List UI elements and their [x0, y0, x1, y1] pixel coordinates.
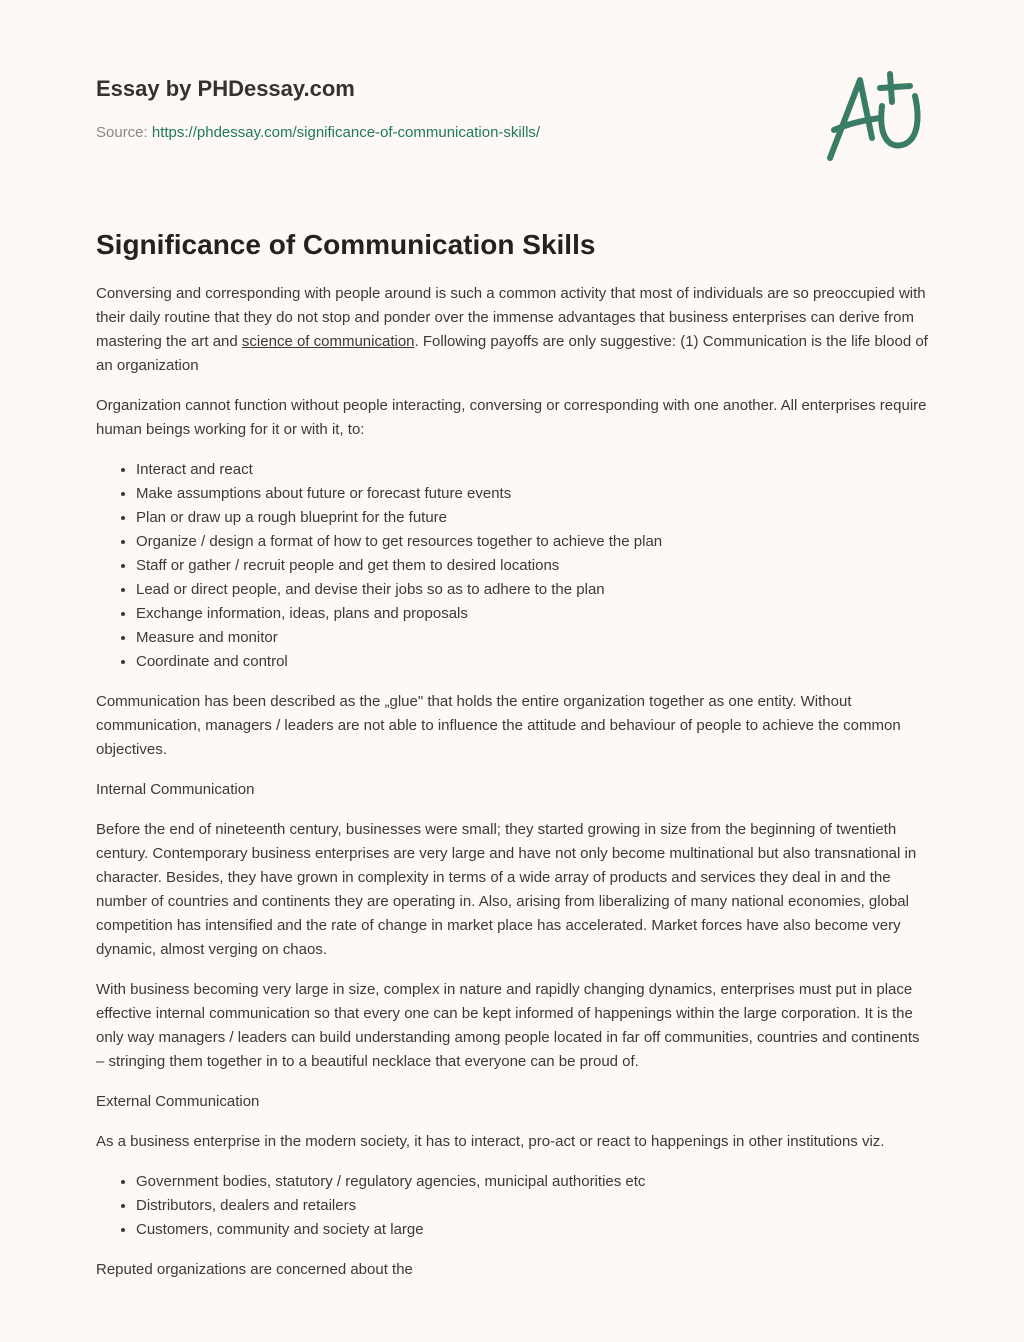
list-item: • Coordinate and control [136, 650, 932, 674]
list-item: • Government bodies, statutory / regulatory agencies, municipal authorities etc [136, 1170, 932, 1194]
list-item: • Customers, community and society at large [136, 1218, 932, 1242]
source-link[interactable]: https://phdessay.com/significance-of-communication-skills/ [151, 124, 541, 141]
paragraph: As a business enterprise in the modern society, it has to interact, pro-act or react to happenings in other institutions viz. [96, 1133, 885, 1150]
paragraph: Reputed organizations are concerned about the [96, 1261, 413, 1278]
institutions-list [96, 1170, 932, 1242]
section-heading-internal: Internal Communication [96, 781, 255, 798]
paragraph: Organization cannot function without people interacting, conversing or corresponding with one another. All enterprises require human beings working for it or with it, to: [96, 397, 927, 438]
science-of-communication-link[interactable]: science of communication [241, 333, 415, 350]
text: . Following payoffs are only suggestive: (1) Communication is the life blood of an organization [96, 333, 928, 374]
list-item: • Staff or gather / recruit people and get them to desired locations [136, 554, 932, 578]
a-plus-logo-icon [820, 68, 930, 168]
paragraph: With business becoming very large in size, complex in nature and rapidly changing dynamics, enterprises must put in place effective internal communication so that every one can be kept informed of happenings within the large corporation. It is the only way managers / leaders can build understanding among people located in far off communities, countries and continents – stringing them together in to a beautiful necklace that everyone can be proud of. [96, 981, 920, 1070]
list-item: • Interact and react [136, 458, 932, 482]
source-label: Source: [96, 124, 152, 141]
paragraph [96, 282, 932, 378]
list-item: • Lead or direct people, and devise their jobs so as to adhere to the plan [136, 578, 932, 602]
list-item: • Plan or draw up a rough blueprint for the future [136, 506, 932, 530]
list-item: • Organize / design a format of how to get resources together to achieve the plan [136, 530, 932, 554]
essay-title: Significance of Communication Skills [96, 229, 596, 260]
list-item: • Distributors, dealers and retailers [136, 1194, 932, 1218]
source-line [96, 124, 540, 141]
list-item: • Make assumptions about future or forecast future events [136, 482, 932, 506]
section-heading-external: External Communication [96, 1093, 260, 1110]
list-item: • Measure and monitor [136, 626, 932, 650]
paragraph: Before the end of nineteenth century, businesses were small; they started growing in size from the beginning of twentieth century. Contemporary business enterprises are very large and have not only become multinational but also transnational in character. Besides, they have grown in complexity in terms of a wide array of products and services they deal in and the number of countries and continents they are operating in. Also, arising from liberalizing of many national economies, global competition has intensified and the rate of change in market place has accelerated. Market forces have also become very dynamic, almost verging on chaos. [96, 821, 917, 958]
essay-body [96, 228, 932, 1298]
text: Conversing and corresponding with people around is such a common activity that most of individuals are so preoccupied with their daily routine that they do not stop and ponder over the immense advantages that business enterprises can derive from mastering the art and [96, 285, 926, 350]
list-item: • Exchange information, ideas, plans and proposals [136, 602, 932, 626]
site-brand: Essay by PHDessay.com [96, 76, 355, 101]
paragraph: Communication has been described as the „glue" that holds the entire organization together as one entity. Without communication, managers / leaders are not able to influence the attitude and behaviour of people to achieve the common objectives. [96, 693, 901, 758]
functions-list [96, 458, 932, 674]
